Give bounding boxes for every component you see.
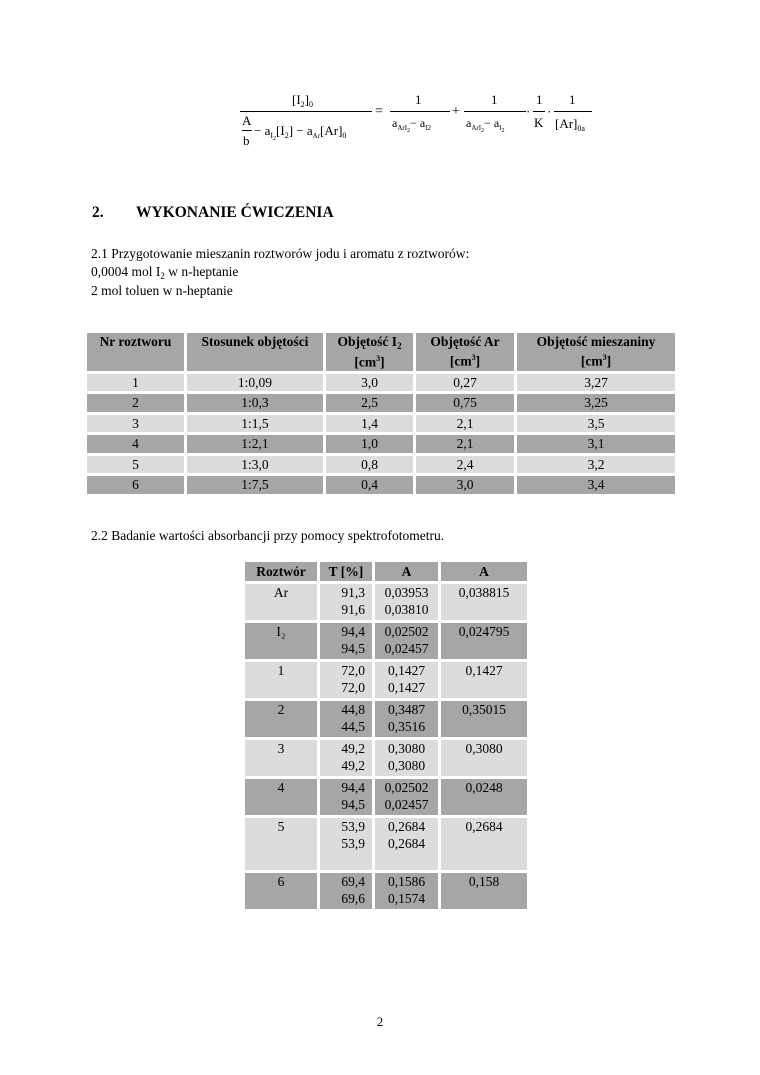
lhs-A: A xyxy=(242,113,252,128)
table-cell: 2,5 xyxy=(326,394,413,412)
table-row xyxy=(245,701,527,737)
table-cell: 1,4 xyxy=(326,415,413,433)
cell-a-mean: 0,35015 xyxy=(441,701,527,737)
plus-sign: + xyxy=(452,104,460,119)
cell-value: 53,9 xyxy=(341,836,365,851)
header-stosunek: Stosunek objętości xyxy=(187,333,323,371)
cell-value: 49,2 xyxy=(341,758,365,773)
cell-value: 0,03810 xyxy=(384,602,429,617)
cell-value: 72,0 xyxy=(341,663,365,678)
table-row xyxy=(245,779,527,815)
table-cell: 1:0,09 xyxy=(187,374,323,392)
multiply-dot: · xyxy=(547,104,552,119)
header-nr: Nr roztworu xyxy=(87,333,184,371)
cell-value: 0,2684 xyxy=(387,836,426,851)
frac1-denominator: $a_{ArI2}- a_{I2}$ xyxy=(392,116,431,134)
frac2-numerator: 1 xyxy=(491,92,498,107)
lhs-b: b xyxy=(243,133,250,148)
intro-line-3: 2 mol toluen w n-heptanie xyxy=(91,283,233,298)
table-cell: 1 xyxy=(87,374,184,392)
cell-value: 44,8 xyxy=(341,702,365,717)
header-t: T [%] xyxy=(320,562,372,581)
header-volume-mix: Objętość mieszaniny $[cm^3]$ xyxy=(517,333,675,371)
cell-value: 72,0 xyxy=(341,680,365,695)
cell-a-mean: 0,038815 xyxy=(441,584,527,620)
cell-value: 69,4 xyxy=(341,874,365,889)
cell-value: 0,02502 xyxy=(384,780,429,795)
header-a: A xyxy=(375,562,438,581)
table-cell: 3,0 xyxy=(326,374,413,392)
cell-value: 0,3080 xyxy=(387,741,426,756)
frac2-bar xyxy=(464,111,526,112)
table-cell: 2,4 xyxy=(416,456,514,474)
cell-value: 49,2 xyxy=(341,741,365,756)
header-roztwor: Roztwór xyxy=(245,562,317,581)
section-number: 2. xyxy=(92,204,104,221)
K-symbol: K xyxy=(534,115,544,130)
cell-value: 0,3516 xyxy=(387,719,426,734)
table-cell: 1:2,1 xyxy=(187,435,323,453)
cell-value: 0,3487 xyxy=(387,702,426,717)
cell-a-mean: 0,2684 xyxy=(441,818,527,870)
multiply-dot: · xyxy=(526,104,531,119)
cell-t xyxy=(320,701,372,737)
section-2-2-text: 2.2 Badanie wartości absorbancji przy pomocy spektrofotometru. xyxy=(91,528,445,543)
table-cell: 0,75 xyxy=(416,394,514,412)
table-row xyxy=(245,662,527,698)
cell-roztwor: 2 xyxy=(245,701,317,737)
cell-value: 0,02457 xyxy=(384,641,429,656)
cell-value: 53,9 xyxy=(341,819,365,834)
cell-value: 94,5 xyxy=(341,641,365,656)
table-row xyxy=(87,374,675,392)
lhs-fraction-bar xyxy=(240,111,372,112)
table-cell: 0,27 xyxy=(416,374,514,392)
section-title: WYKONANIE ĆWICZENIA xyxy=(136,204,334,221)
table-cell: 2,1 xyxy=(416,415,514,433)
table-row xyxy=(245,623,527,659)
frac1-numerator: 1 xyxy=(415,92,422,107)
table-row xyxy=(245,584,527,620)
A-over-b-bar xyxy=(242,130,252,131)
cell-value: 0,1427 xyxy=(387,680,426,695)
frac4-bar xyxy=(554,111,592,112)
cell-t xyxy=(320,662,372,698)
table-cell: 5 xyxy=(87,456,184,474)
cell-a xyxy=(375,662,438,698)
table-cell: 3,0 xyxy=(416,476,514,494)
frac4-denominator: $[Ar]_{0a}$ xyxy=(555,116,585,133)
cell-a xyxy=(375,701,438,737)
table-cell: 1:0,3 xyxy=(187,394,323,412)
table-cell: 6 xyxy=(87,476,184,494)
equation xyxy=(238,92,598,154)
table-cell: 1:1,5 xyxy=(187,415,323,433)
cell-value: 69,6 xyxy=(341,891,365,906)
table-row xyxy=(245,818,527,870)
cell-t xyxy=(320,818,372,870)
table-cell: 3,1 xyxy=(517,435,675,453)
cell-roztwor: Ar xyxy=(245,584,317,620)
cell-a xyxy=(375,779,438,815)
cell-value: 0,02457 xyxy=(384,797,429,812)
cell-t xyxy=(320,584,372,620)
cell-a xyxy=(375,623,438,659)
cell-a xyxy=(375,873,438,909)
frac2-denominator: $a_{ArI2}- a_{I2}$ xyxy=(466,116,505,134)
cell-t xyxy=(320,779,372,815)
table-cell: 0,8 xyxy=(326,456,413,474)
cell-roztwor: 5 xyxy=(245,818,317,870)
table-row xyxy=(87,435,675,453)
frac1-bar xyxy=(390,111,450,112)
frac3-bar xyxy=(533,111,545,112)
table-cell: 3,25 xyxy=(517,394,675,412)
cell-a xyxy=(375,584,438,620)
table-cell: 4 xyxy=(87,435,184,453)
table-header-row xyxy=(245,562,527,581)
cell-value: 94,5 xyxy=(341,797,365,812)
cell-a xyxy=(375,740,438,776)
table-cell: 0,4 xyxy=(326,476,413,494)
table-header-row xyxy=(87,333,675,371)
intro-paragraph xyxy=(91,245,469,300)
table-row xyxy=(87,456,675,474)
cell-a-mean: 0,1427 xyxy=(441,662,527,698)
table-cell: 2,1 xyxy=(416,435,514,453)
cell-value: 0,1586 xyxy=(387,874,426,889)
cell-t xyxy=(320,623,372,659)
equals-sign: = xyxy=(375,104,383,119)
table-row xyxy=(87,415,675,433)
section-heading xyxy=(92,204,334,222)
cell-t xyxy=(320,740,372,776)
cell-value: 91,6 xyxy=(341,602,365,617)
frac4-numerator: 1 xyxy=(569,92,576,107)
table-cell: 3 xyxy=(87,415,184,433)
frac3-numerator: 1 xyxy=(536,92,543,107)
table-cell: 1,0 xyxy=(326,435,413,453)
cell-value: 44,5 xyxy=(341,719,365,734)
cell-value: 0,1427 xyxy=(387,663,426,678)
table-cell: 3,4 xyxy=(517,476,675,494)
table-row xyxy=(87,394,675,412)
cell-a-mean: 0,158 xyxy=(441,873,527,909)
cell-a-mean: 0,024795 xyxy=(441,623,527,659)
cell-a-mean: 0,3080 xyxy=(441,740,527,776)
cell-roztwor: I₂ xyxy=(245,623,317,659)
table-cell: 1:3,0 xyxy=(187,456,323,474)
table-cell: 3,5 xyxy=(517,415,675,433)
mixture-table xyxy=(84,330,678,497)
table-row xyxy=(245,740,527,776)
table-cell: 2 xyxy=(87,394,184,412)
cell-value: 0,1574 xyxy=(387,891,426,906)
cell-t xyxy=(320,873,372,909)
table-cell: 1:7,5 xyxy=(187,476,323,494)
cell-value: 0,03953 xyxy=(384,585,429,600)
lhs-denominator-rest: − $a_{I_2}[I_2] - a_{Ar}[Ar]_0$ xyxy=(254,123,347,142)
cell-value: 91,3 xyxy=(341,585,365,600)
cell-value: 94,4 xyxy=(341,780,365,795)
cell-a-mean: 0,0248 xyxy=(441,779,527,815)
cell-value: 0,02502 xyxy=(384,624,429,639)
table-row xyxy=(87,476,675,494)
cell-value: 0,2684 xyxy=(387,819,426,834)
page-number: 2 xyxy=(376,1014,384,1029)
cell-roztwor: 3 xyxy=(245,740,317,776)
cell-roztwor: 6 xyxy=(245,873,317,909)
table-row xyxy=(245,873,527,909)
cell-value: 94,4 xyxy=(341,624,365,639)
cell-roztwor: 4 xyxy=(245,779,317,815)
intro-line-1: 2.1 Przygotowanie mieszanin roztworów jodu i aromatu z roztworów: xyxy=(91,246,470,261)
absorbance-table xyxy=(242,559,530,912)
table-cell: 3,2 xyxy=(517,456,675,474)
cell-roztwor: 1 xyxy=(245,662,317,698)
lhs-numerator: $[I_2]_0$ xyxy=(292,92,314,109)
header-a-mean: A xyxy=(441,562,527,581)
cell-value: 0,3080 xyxy=(387,758,426,773)
cell-a xyxy=(375,818,438,870)
intro-line-2: 0,0004 mol $I_2$ w n-heptanie xyxy=(91,263,239,281)
header-volume-ar: Objętość Ar $[cm^3]$ xyxy=(416,333,514,371)
table-cell: 3,27 xyxy=(517,374,675,392)
header-volume-i2: Objętość $I_2$ $[cm^3]$ xyxy=(326,333,413,371)
